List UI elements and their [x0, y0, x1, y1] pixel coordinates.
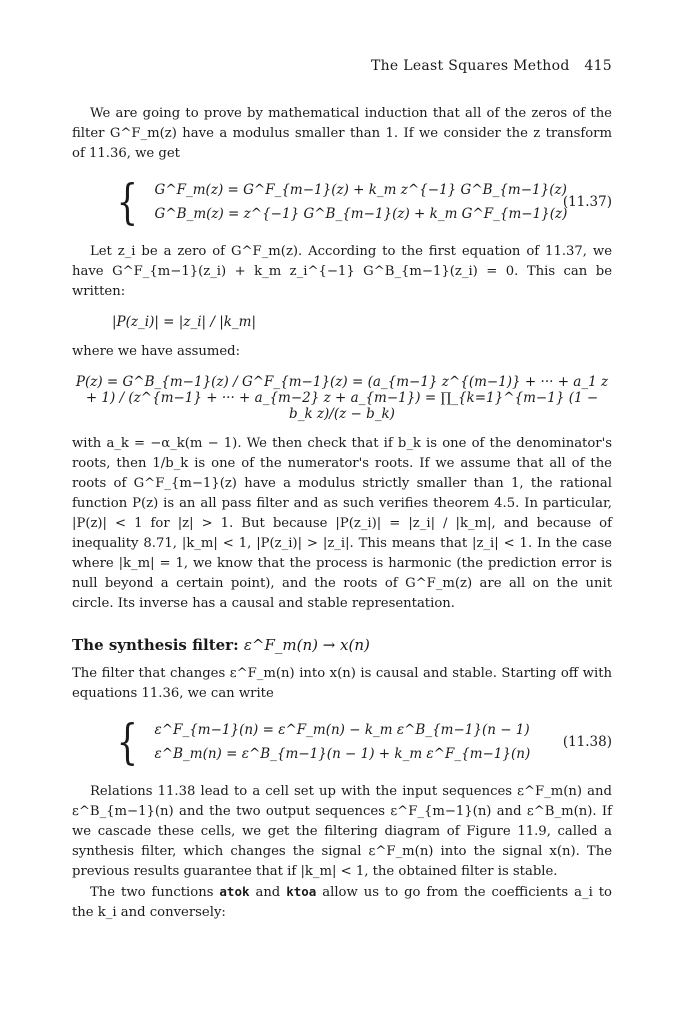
equation-number: (11.38): [562, 734, 612, 750]
left-brace: {: [116, 714, 138, 770]
equation-line: G^B_m(z) = z^{−1} G^B_{m−1}(z) + k_m G^F_{m−1}(z): [154, 206, 568, 222]
text-fragment: The two functions: [90, 885, 214, 900]
equation-line: ε^B_m(n) = ε^B_{m−1}(n − 1) + k_m ε^F_{m−1}(n): [154, 746, 531, 762]
paragraph-functions: [72, 882, 612, 923]
paragraph-relations: Relations 11.38 lead to a cell set up with the input sequences ε^F_m(n) and ε^B_{m−1}(n) and the two output sequences ε^F_{m−1}(n) and ε^B_m(n). If we cascade these cells, we get the filtering diagram of Figure 11.9, called a synthesis filter, which changes the signal ε^F_m(n) into the signal x(n). The previous results guarantee that if |k_m| < 1, the obtained filter is stable.: [72, 784, 612, 879]
equation-line: ε^F_{m−1}(n) = ε^F_m(n) − k_m ε^B_{m−1}(n − 1): [154, 722, 530, 738]
section-title: The synthesis filter:: [72, 636, 239, 654]
paragraph-induction: We are going to prove by mathematical induction that all of the zeros of the filter G^F_m(z) have a modulus smaller than 1. If we consider the z transform of 11.36, we get: [72, 106, 612, 161]
equation-line: G^F_m(z) = G^F_{m−1}(z) + k_m z^{−1} G^B_{m−1}(z): [154, 182, 567, 198]
paragraph-zero: Let z_i be a zero of G^F_m(z). According to the first equation of 11.37, we have G^F_{m−1}(z_i) + k_m z_i^{−1} G^B_{m−1}(z_i) = 0. This can be written:: [72, 244, 612, 299]
page-number: 415: [584, 58, 612, 74]
text-fragment: and: [255, 885, 281, 900]
equation-11-38: [72, 714, 612, 770]
paragraph-roots: with a_k = −α_k(m − 1). We then check that if b_k is one of the denominator's roots, then 1/b_k is one of the numerator's roots. If we assume that all of the roots of G^F_{m−1}(z) have a modulus strictly smaller than 1, the rational function P(z) is an all pass filter and as such verifies theorem 4.5. In particular, |P(z)| < 1 for |z| > 1. But because |P(z_i)| = |z_i| / |k_m|, and because of inequality 8.71, |k_m| < 1, |P(z_i)| > |z_i|. This means that |z_i| < 1. In the case where |k_m| = 1, we know that the process is harmonic (the prediction error is null beyond a certain point), and the roots of G^F_m(z) are all on the unit circle. Its inverse has a causal and stable representation.: [72, 436, 612, 611]
function-ktoa: ktoa: [286, 884, 317, 899]
section-heading: [72, 636, 612, 654]
paragraph-assumed: where we have assumed:: [72, 344, 241, 359]
equation-p-z: P(z) = G^B_{m−1}(z) / G^F_{m−1}(z) = (a_{m−1} z^{(m−1)} + ··· + a_1 z + 1) / (z^{m−1} + ··· + a_{m−2} z + a_{m−1}) = ∏_{k=1}^{m−1} (1 − b_k z)/(z − b_k): [75, 374, 609, 422]
equation-p-zi: |P(z_i)| = |z_i| / |k_m|: [112, 314, 257, 330]
function-atok: atok: [219, 884, 250, 899]
equation-11-37: [72, 174, 612, 230]
section-math: ε^F_m(n) → x(n): [243, 636, 370, 654]
equation-number: (11.37): [562, 194, 612, 210]
running-head: [72, 58, 612, 74]
paragraph-synthesis: The filter that changes ε^F_m(n) into x(n) is causal and stable. Starting off with equations 11.36, we can write: [72, 666, 612, 701]
left-brace: {: [116, 174, 138, 230]
running-title: The Least Squares Method: [370, 58, 570, 74]
page: [72, 58, 612, 923]
text-fragment: allow us to go from the coefficients a_i to the k_i and conversely:: [72, 885, 612, 920]
